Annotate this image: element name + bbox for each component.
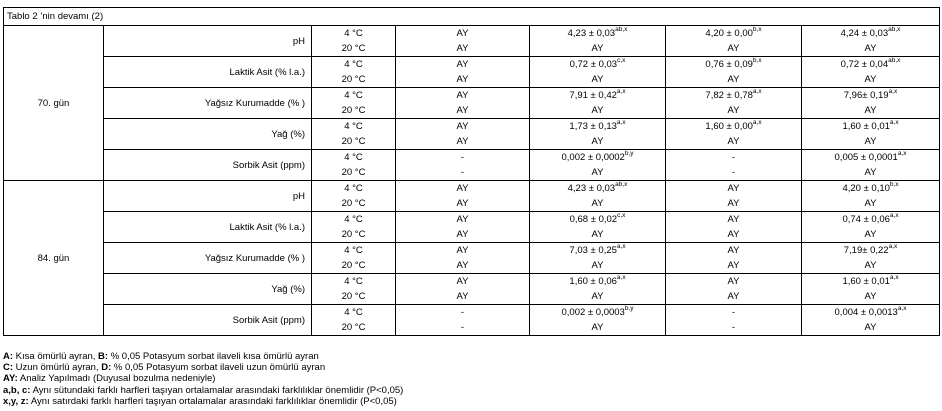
cell-value: $0,68 \pm 0,02^{c,x}$ <box>569 212 626 225</box>
footnote <box>3 385 939 396</box>
temperature-cell <box>312 88 396 119</box>
cell-value: AY <box>456 245 469 256</box>
footnote <box>3 396 939 407</box>
significance-letters: b,x <box>752 57 762 64</box>
temperature-value: 20 °C <box>341 229 366 240</box>
ayran-c-cell <box>666 212 802 243</box>
table-row <box>4 212 940 243</box>
table-footnotes <box>3 351 939 407</box>
temperature-value: 20 °C <box>341 322 366 333</box>
cell-value: AY <box>864 198 877 209</box>
significance-letters: b,x <box>889 181 899 188</box>
ayran-d-cell <box>802 57 940 88</box>
temperature-value: 4 °C <box>344 121 363 132</box>
temperature-cell <box>312 212 396 243</box>
temperature-value: 4 °C <box>344 307 363 318</box>
temperature-cell <box>312 274 396 305</box>
cell-value: $7,96\pm 0,19^{a,x}$ <box>843 88 898 101</box>
cell-value: $4,20 \pm 0,10^{b,x}$ <box>842 181 899 194</box>
temperature-value: 20 °C <box>341 167 366 178</box>
ayran-d-cell <box>802 119 940 150</box>
ayran-b-cell <box>530 181 666 212</box>
cell-value: AY <box>456 214 469 225</box>
ayran-c-cell <box>666 305 802 336</box>
ayran-d-cell <box>802 305 940 336</box>
temperature-cell <box>312 26 396 57</box>
temperature-cell <box>312 181 396 212</box>
parameter-label: Yağ (%) <box>104 119 312 150</box>
footnote-text: Analiz Yapılmadı (Duyusal bozulma nedeniyle) <box>17 373 216 385</box>
ayran-a-cell <box>396 305 530 336</box>
cell-value: AY <box>456 59 469 70</box>
cell-value: AY <box>727 291 740 302</box>
cell-value: AY <box>727 43 740 54</box>
cell-value: AY <box>591 167 604 178</box>
cell-value: $0,74 \pm 0,06^{a,x}$ <box>842 212 899 225</box>
significance-letters: ab,x <box>888 26 901 33</box>
table-row <box>4 274 940 305</box>
footnote-text: Kısa ömürlü ayran, <box>13 351 99 362</box>
cell-value: $0,004 \pm 0,0013^{a,x}$ <box>834 305 907 318</box>
table-row <box>4 57 940 88</box>
cell-value: AY <box>456 136 469 147</box>
parameter-label: Sorbik Asit (ppm) <box>104 150 312 181</box>
cell-value: $1,60 \pm 0,06^{a,x}$ <box>569 274 626 287</box>
significance-letters: a,x <box>752 88 762 95</box>
cell-value: AY <box>727 229 740 240</box>
cell-value: AY <box>727 245 740 256</box>
significance-letters: ab,x <box>888 57 901 64</box>
cell-value: AY <box>727 136 740 147</box>
cell-value: AY <box>456 74 469 85</box>
cell-value: $0,005 \pm 0,0001^{a,x}$ <box>834 150 907 163</box>
temperature-value: 20 °C <box>341 291 366 302</box>
ayran-a-cell <box>396 88 530 119</box>
cell-value: AY <box>456 260 469 271</box>
cell-value: $4,24 \pm 0,03^{ab,x}$ <box>840 26 901 39</box>
ayran-d-cell <box>802 212 940 243</box>
parameter-label: Yağsız Kurumadde (% ) <box>104 88 312 119</box>
footnote-key: B: <box>98 351 109 362</box>
ayran-c-cell <box>666 57 802 88</box>
ayran-a-cell <box>396 243 530 274</box>
ayran-c-cell <box>666 181 802 212</box>
ayran-b-cell <box>530 150 666 181</box>
significance-letters: a,x <box>888 243 898 250</box>
cell-value: AY <box>591 322 604 333</box>
footnote-text: Uzun ömürlü ayran, <box>13 362 102 374</box>
temperature-value: 4 °C <box>344 276 363 287</box>
parameter-label: pH <box>104 26 312 57</box>
significance-letters: b,x <box>752 26 762 33</box>
cell-value: AY <box>456 28 469 39</box>
cell-value: AY <box>727 105 740 116</box>
significance-letters: a,x <box>889 212 899 219</box>
significance-letters: a,x <box>616 274 626 281</box>
cell-value: AY <box>727 183 740 194</box>
ayran-b-cell <box>530 305 666 336</box>
cell-value: AY <box>456 276 469 287</box>
ayran-a-cell <box>396 150 530 181</box>
significance-letters: ab,x <box>615 181 628 188</box>
cell-value: AY <box>864 322 877 333</box>
results-table <box>3 7 940 336</box>
temperature-value: 4 °C <box>344 183 363 194</box>
temperature-value: 4 °C <box>344 28 363 39</box>
parameter-label: Yağ (%) <box>104 274 312 305</box>
footnote <box>3 351 939 362</box>
ayran-b-cell <box>530 88 666 119</box>
cell-value: - <box>460 167 465 178</box>
cell-value: AY <box>456 90 469 101</box>
temperature-value: 20 °C <box>341 136 366 147</box>
cell-value: AY <box>456 121 469 132</box>
ayran-a-cell <box>396 181 530 212</box>
day-label: 70. gün <box>4 26 104 181</box>
ayran-d-cell <box>802 88 940 119</box>
cell-value: $0,002 \pm 0,0002^{b,y}$ <box>561 150 634 163</box>
cell-value: $0,72 \pm 0,03^{c,x}$ <box>569 57 626 70</box>
cell-value: $7,82 \pm 0,78^{a,x}$ <box>705 88 762 101</box>
cell-value: AY <box>864 43 877 54</box>
significance-letters: a,x <box>897 305 907 312</box>
cell-value: $7,19\pm 0,22^{a,x}$ <box>843 243 898 256</box>
ayran-b-cell <box>530 274 666 305</box>
cell-value: $1,73 \pm 0,13^{a,x}$ <box>569 119 626 132</box>
cell-value: AY <box>591 198 604 209</box>
day-label: 84. gün <box>4 181 104 336</box>
temperature-value: 20 °C <box>341 105 366 116</box>
temperature-cell <box>312 305 396 336</box>
temperature-value: 20 °C <box>341 198 366 209</box>
parameter-label: pH <box>104 181 312 212</box>
significance-letters: a,x <box>616 243 626 250</box>
cell-value: AY <box>456 291 469 302</box>
cell-value: $0,72 \pm 0,04^{ab,x}$ <box>840 57 901 70</box>
cell-value: $4,23 \pm 0,03^{ab,x}$ <box>567 181 628 194</box>
cell-value: AY <box>456 183 469 194</box>
temperature-cell <box>312 57 396 88</box>
cell-value: $7,91 \pm 0,42^{a,x}$ <box>569 88 626 101</box>
cell-value: - <box>460 152 465 163</box>
temperature-value: 4 °C <box>344 245 363 256</box>
temperature-cell <box>312 150 396 181</box>
table-row <box>4 150 940 181</box>
ayran-d-cell <box>802 150 940 181</box>
ayran-b-cell <box>530 243 666 274</box>
ayran-d-cell <box>802 181 940 212</box>
cell-value: AY <box>864 74 877 85</box>
table-caption: Tablo 2 ’nin devamı (2) <box>4 8 940 26</box>
footnote-text: % 0,05 Potasyum sorbat ilaveli uzun ömürlü ayran <box>111 362 326 374</box>
parameter-label: Sorbik Asit (ppm) <box>104 305 312 336</box>
parameter-label: Laktik Asit (% l.a.) <box>104 57 312 88</box>
cell-value: AY <box>864 260 877 271</box>
cell-value: $1,60 \pm 0,00^{a,x}$ <box>705 119 762 132</box>
table-row <box>4 88 940 119</box>
ayran-b-cell <box>530 26 666 57</box>
cell-value: $0,76 \pm 0,09^{b,x}$ <box>705 57 762 70</box>
cell-value: $0,002 \pm 0,0003^{b,y}$ <box>561 305 634 318</box>
cell-value: $4,23 \pm 0,03^{ab,x}$ <box>567 26 628 39</box>
significance-letters: a,x <box>616 119 626 126</box>
parameter-label: Laktik Asit (% l.a.) <box>104 212 312 243</box>
footnote-key: D: <box>101 362 112 374</box>
cell-value: AY <box>456 105 469 116</box>
significance-letters: a,x <box>616 88 626 95</box>
cell-value: AY <box>456 229 469 240</box>
footnote-key: x,y, z: <box>3 395 29 407</box>
significance-letters: ab,x <box>615 26 628 33</box>
cell-value: AY <box>864 105 877 116</box>
table-row <box>4 119 940 150</box>
cell-value: - <box>731 167 736 178</box>
temperature-value: 4 °C <box>344 152 363 163</box>
cell-value: AY <box>727 260 740 271</box>
ayran-c-cell <box>666 274 802 305</box>
cell-value: AY <box>591 43 604 54</box>
cell-value: AY <box>591 260 604 271</box>
cell-value: $7,03 \pm 0,25^{a,x}$ <box>569 243 626 256</box>
significance-letters: b,y <box>624 150 634 157</box>
cell-value: AY <box>727 214 740 225</box>
significance-letters: a,x <box>889 274 899 281</box>
significance-letters: b,y <box>624 305 634 312</box>
ayran-c-cell <box>666 243 802 274</box>
ayran-b-cell <box>530 212 666 243</box>
cell-value: AY <box>591 136 604 147</box>
ayran-a-cell <box>396 26 530 57</box>
ayran-c-cell <box>666 88 802 119</box>
table-row <box>4 26 940 57</box>
significance-letters: a,x <box>897 150 907 157</box>
ayran-a-cell <box>396 212 530 243</box>
significance-letters: c,x <box>617 57 626 64</box>
significance-letters: a,x <box>889 119 899 126</box>
ayran-c-cell <box>666 26 802 57</box>
cell-value: AY <box>591 229 604 240</box>
ayran-b-cell <box>530 57 666 88</box>
temperature-cell <box>312 243 396 274</box>
cell-value: $1,60 \pm 0,01^{a,x}$ <box>842 274 899 287</box>
cell-value: AY <box>591 291 604 302</box>
temperature-cell <box>312 119 396 150</box>
ayran-a-cell <box>396 274 530 305</box>
cell-value: - <box>731 307 736 318</box>
cell-value: - <box>460 322 465 333</box>
cell-value: AY <box>864 291 877 302</box>
ayran-c-cell <box>666 150 802 181</box>
temperature-value: 4 °C <box>344 59 363 70</box>
cell-value: AY <box>456 43 469 54</box>
ayran-d-cell <box>802 274 940 305</box>
temperature-value: 20 °C <box>341 43 366 54</box>
footnote <box>3 362 939 373</box>
ayran-b-cell <box>530 119 666 150</box>
table-row <box>4 243 940 274</box>
ayran-c-cell <box>666 119 802 150</box>
footnote-key: A: <box>3 351 14 362</box>
table-row <box>4 305 940 336</box>
significance-letters: a,x <box>752 119 762 126</box>
ayran-a-cell <box>396 119 530 150</box>
cell-value: AY <box>456 198 469 209</box>
parameter-label: Yağsız Kurumadde (% ) <box>104 243 312 274</box>
cell-value: $4,20 \pm 0,00^{b,x}$ <box>705 26 762 39</box>
footnote-text: % 0,05 Potasyum sorbat ilaveli kısa ömürlü ayran <box>108 351 319 362</box>
significance-letters: c,x <box>617 212 626 219</box>
table-row <box>4 181 940 212</box>
cell-value: - <box>731 152 736 163</box>
footnote-key: a,b, c: <box>3 384 31 396</box>
cell-value: AY <box>591 74 604 85</box>
cell-value: AY <box>591 105 604 116</box>
temperature-value: 4 °C <box>344 90 363 101</box>
footnote-key: AY: <box>3 373 18 385</box>
temperature-value: 4 °C <box>344 214 363 225</box>
footnote-key: C: <box>3 362 14 374</box>
cell-value: AY <box>727 198 740 209</box>
footnote <box>3 373 939 384</box>
cell-value: - <box>460 307 465 318</box>
cell-value: AY <box>727 74 740 85</box>
cell-value: AY <box>864 229 877 240</box>
significance-letters: a,x <box>888 88 898 95</box>
cell-value: $1,60 \pm 0,01^{a,x}$ <box>842 119 899 132</box>
ayran-a-cell <box>396 57 530 88</box>
cell-value: - <box>731 322 736 333</box>
footnote-text: Aynı satırdaki farklı harfleri taşıyan ortalamalar arasındaki farklılıklar önemlidir (P<0,05) <box>28 395 397 407</box>
cell-value: AY <box>864 167 877 178</box>
cell-value: AY <box>864 136 877 147</box>
footnote-text: Aynı sütundaki farklı harfleri taşıyan ortalamalar arasındaki farklılıklar önemlidir (P<0,05) <box>30 384 404 396</box>
temperature-value: 20 °C <box>341 260 366 271</box>
ayran-d-cell <box>802 243 940 274</box>
temperature-value: 20 °C <box>341 74 366 85</box>
cell-value: AY <box>727 276 740 287</box>
ayran-d-cell <box>802 26 940 57</box>
